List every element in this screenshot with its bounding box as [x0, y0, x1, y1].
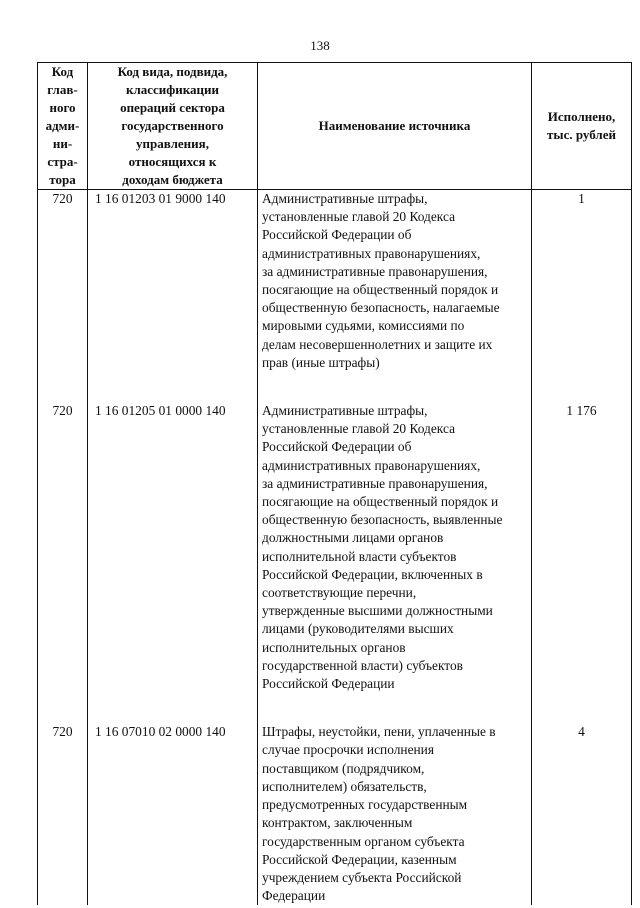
header-line: операций сектора: [120, 100, 225, 115]
header-line: тыс. рублей: [547, 127, 616, 142]
header-line: доходам бюджета: [122, 172, 223, 187]
source-name-line: Российской Федерации, казенным: [262, 851, 457, 867]
source-name-cell: [258, 190, 532, 373]
spacer-cell: [88, 372, 258, 402]
source-name-line: установленные главой 20 Кодекса: [262, 421, 456, 437]
source-name-line: Штрафы, неустойки, пени, уплаченные в: [262, 724, 496, 740]
source-name-line: соответствующие перечни,: [262, 585, 417, 601]
header-line: относящихся к: [128, 154, 217, 169]
amount-cell: 4: [532, 723, 632, 905]
header-line: Код: [51, 64, 74, 79]
row-spacer: [38, 693, 632, 723]
source-name-line: контрактом, заключенным: [262, 815, 413, 831]
spacer-cell: [88, 693, 258, 723]
source-name-line: общественную безопасность, выявленные: [262, 512, 503, 528]
source-name-line: Российской Федерации, включенных в: [262, 566, 483, 582]
header-line: управления,: [136, 136, 209, 151]
source-name-line: исполнителем) обязательств,: [262, 778, 427, 794]
admin-code-cell: 720: [38, 190, 88, 373]
source-name-line: Федерации: [262, 888, 326, 904]
header-line: Наименование источника: [318, 118, 471, 133]
source-name-line: посягающие на общественный порядок и: [262, 282, 499, 298]
source-name-line: утвержденные высшими должностными: [262, 603, 493, 619]
source-name-line: исполнительной власти субъектов: [262, 548, 457, 564]
source-name-line: посягающие на общественный порядок и: [262, 494, 499, 510]
source-name-line: поставщиком (подрядчиком,: [262, 760, 425, 776]
header-line: адми-: [45, 118, 80, 133]
source-name-line: Российской Федерации: [262, 676, 395, 692]
spacer-cell: [38, 372, 88, 402]
header-line: тора: [49, 172, 76, 187]
source-name-line: государственным органом субъекта: [262, 833, 465, 849]
table-header-row: [38, 63, 632, 190]
source-name-cell: [258, 402, 532, 693]
table-row: [38, 402, 632, 693]
source-name-line: лицами (руководителями высших: [262, 621, 454, 637]
source-name-line: Российской Федерации об: [262, 227, 412, 243]
table-row: [38, 723, 632, 905]
source-name-line: за административные правонарушения,: [262, 263, 488, 279]
source-name-line: административных правонарушениях,: [262, 457, 481, 473]
spacer-cell: [38, 693, 88, 723]
source-name-line: общественную безопасность, налагаемые: [262, 300, 500, 316]
header-line: классификации: [125, 82, 220, 97]
header-line: Исполнено,: [547, 109, 616, 124]
spacer-cell: [532, 693, 632, 723]
source-name-line: установленные главой 20 Кодекса: [262, 209, 456, 225]
header-source-name: [258, 63, 532, 190]
amount-cell: 1 176: [532, 402, 632, 693]
header-admin-code: [38, 63, 88, 190]
source-name-line: государственной власти) субъектов: [262, 657, 463, 673]
spacer-cell: [258, 372, 532, 402]
header-line: ни-: [52, 136, 73, 151]
source-name-line: мировыми судьями, комиссиями по: [262, 318, 465, 334]
page-number: 138: [310, 38, 330, 53]
source-name-line: Российской Федерации об: [262, 439, 412, 455]
table-body: [38, 190, 632, 906]
spacer-cell: [532, 372, 632, 402]
source-name-line: прав (иные штрафы): [262, 354, 380, 370]
source-name-line: предусмотренных государственным: [262, 797, 468, 813]
source-name-line: Административные штрафы,: [262, 403, 428, 419]
header-line: стра-: [47, 154, 78, 169]
source-name-line: учреждением субъекта Российской: [262, 869, 462, 885]
header-line: ного: [49, 100, 76, 115]
header-line: государственного: [121, 118, 224, 133]
header-amount: [532, 63, 632, 190]
source-name-cell: [258, 723, 532, 905]
source-name-line: делам несовершеннолетних и защите их: [262, 336, 493, 352]
amount-cell: 1: [532, 190, 632, 373]
source-name-line: случае просрочки исполнения: [262, 742, 434, 758]
header-line: Код вида, подвида,: [117, 64, 228, 79]
source-name-line: административных правонарушениях,: [262, 245, 481, 261]
source-name-line: Административные штрафы,: [262, 191, 428, 206]
header-classification-code: [88, 63, 258, 190]
source-name-line: исполнительных органов: [262, 639, 406, 655]
classification-code-cell: 1 16 01205 01 0000 140: [88, 402, 258, 693]
source-name-line: за административные правонарушения,: [262, 475, 488, 491]
revenue-table: [37, 62, 632, 905]
admin-code-cell: 720: [38, 723, 88, 905]
classification-code-cell: 1 16 01203 01 9000 140: [88, 190, 258, 373]
header-line: глав-: [47, 82, 78, 97]
admin-code-cell: 720: [38, 402, 88, 693]
row-spacer: [38, 372, 632, 402]
source-name-line: должностными лицами органов: [262, 530, 444, 546]
table-row: [38, 190, 632, 373]
spacer-cell: [258, 693, 532, 723]
classification-code-cell: 1 16 07010 02 0000 140: [88, 723, 258, 905]
